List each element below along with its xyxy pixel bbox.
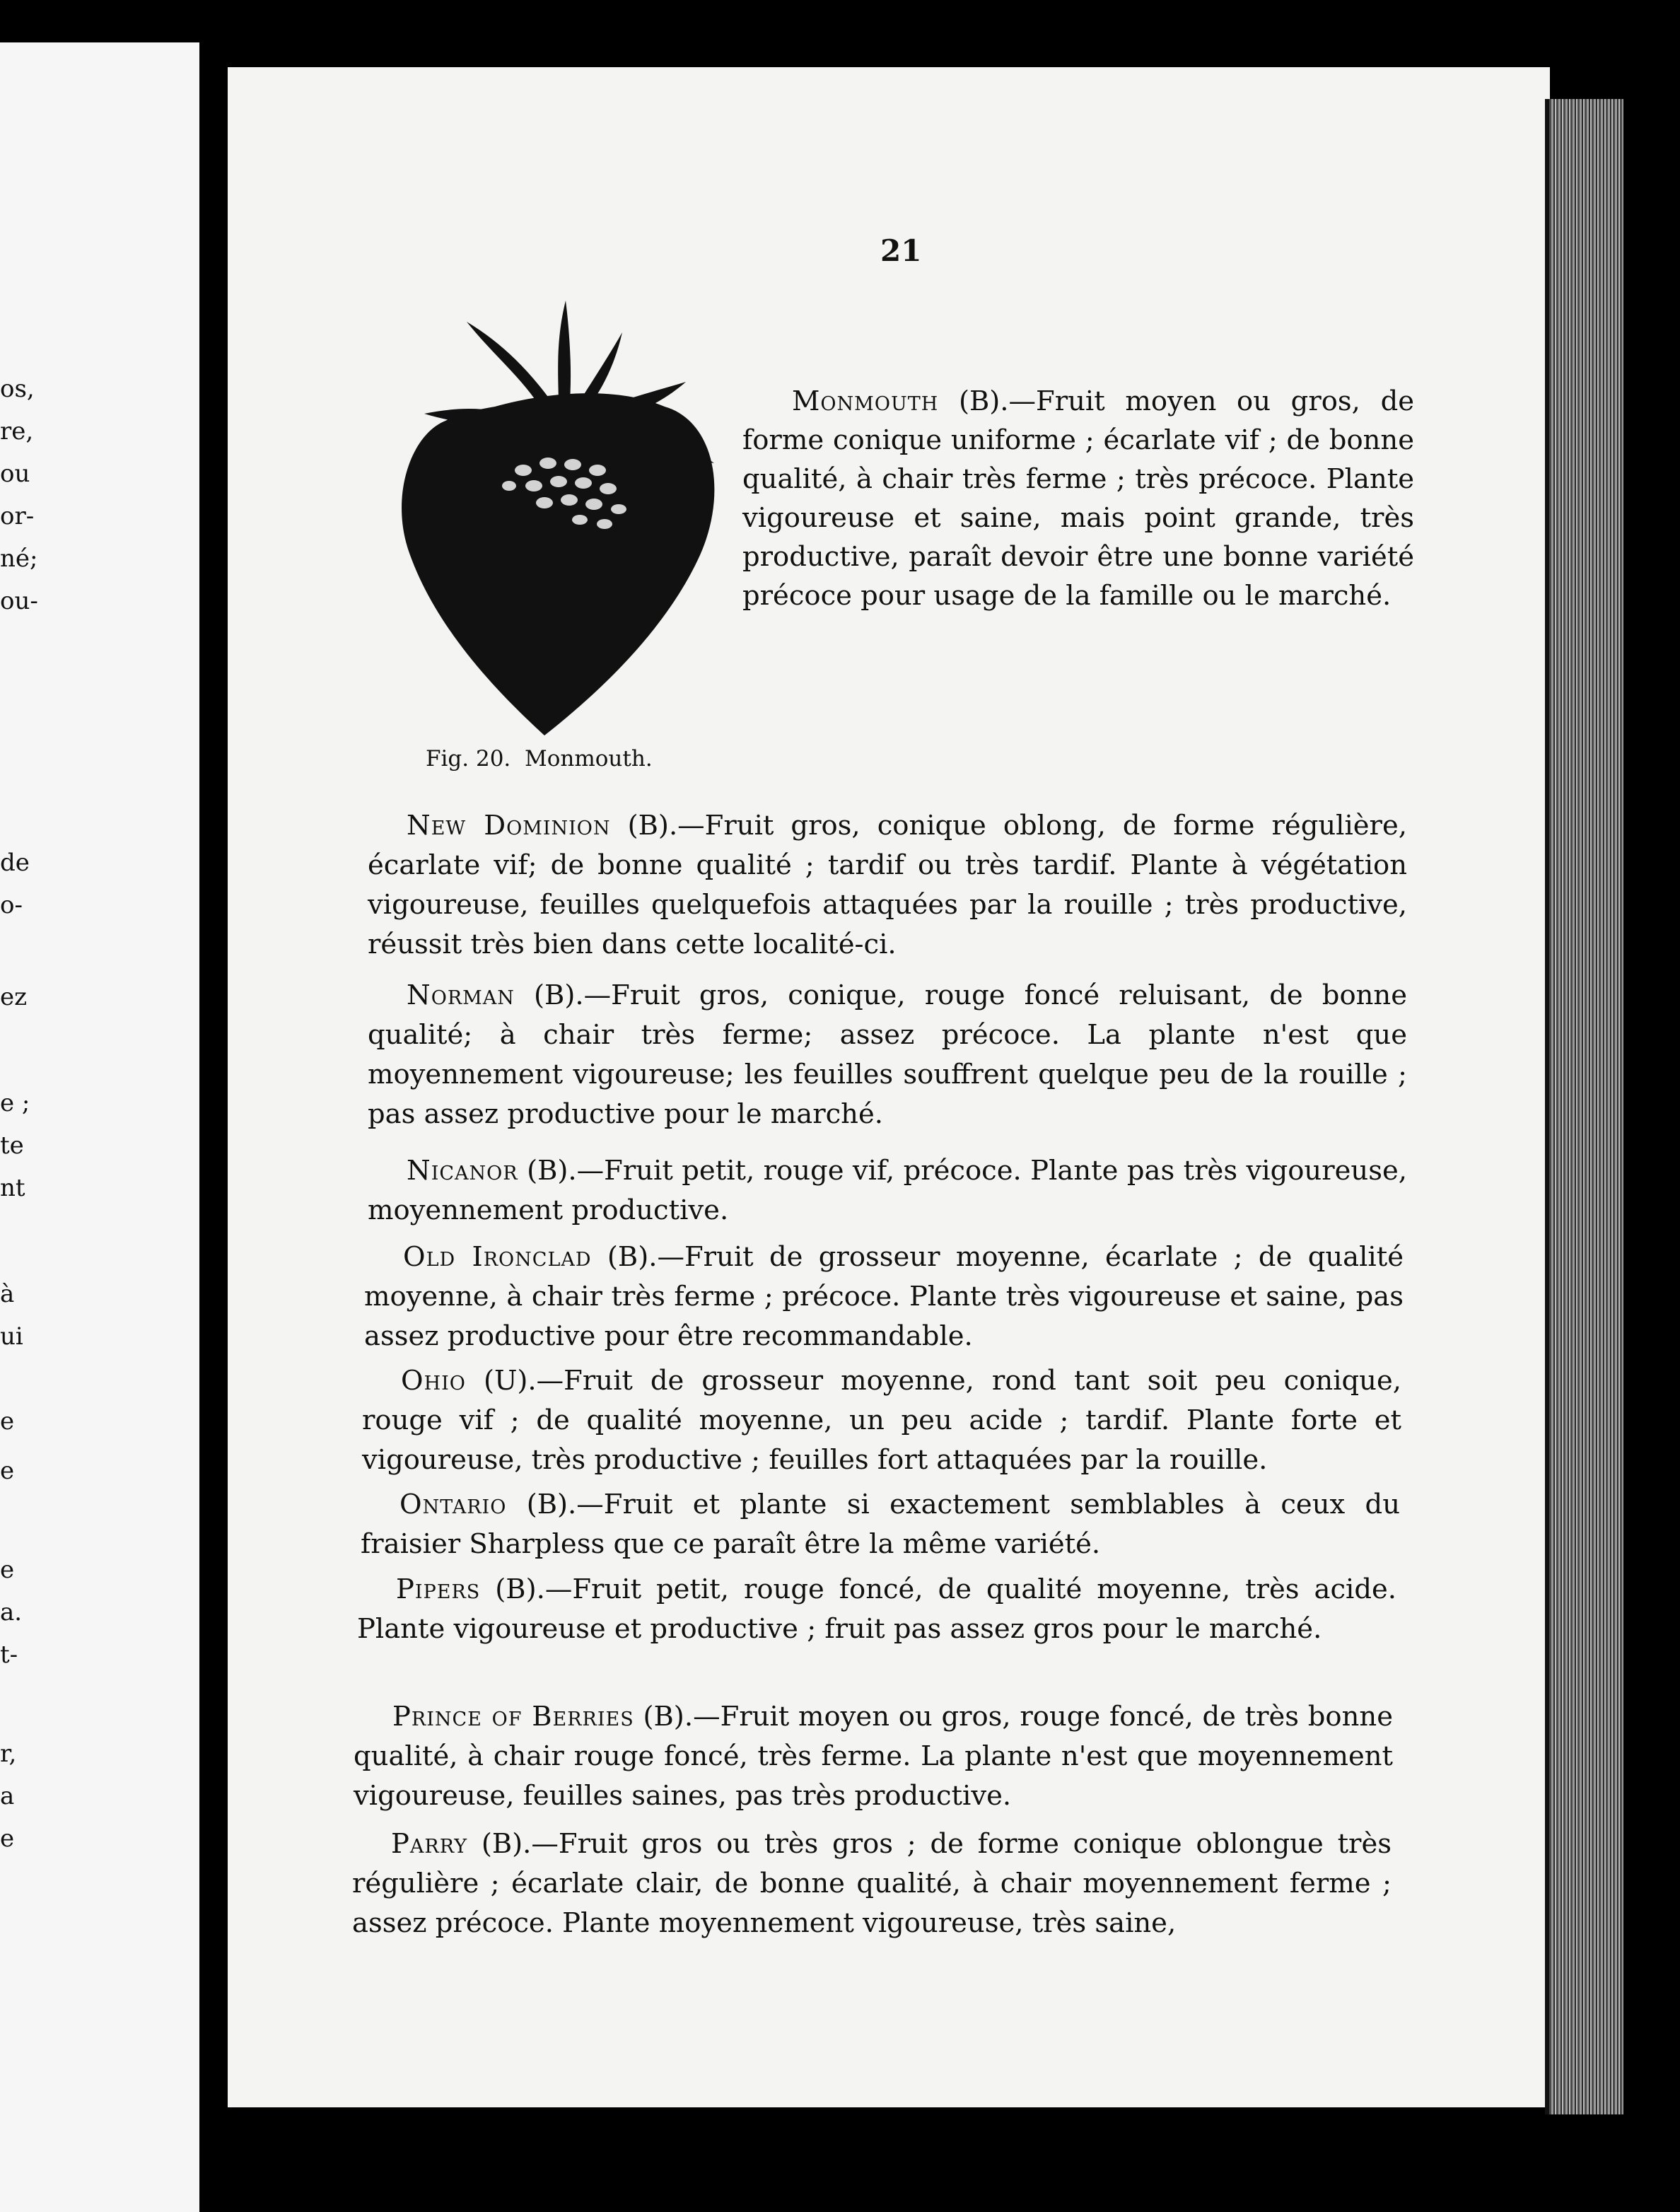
facing-page-fragment: né; <box>0 545 38 573</box>
variety-name: Old Ironclad <box>403 1241 592 1273</box>
variety-description: (U).—Fruit de grosseur moyenne, rond tant soit peu conique, rouge vif ; de qualité moyenne, un peu acide ; tardif. Plante forte et vigoureuse, très productive ; feuilles fort attaquées par la rouille. <box>362 1365 1401 1476</box>
facing-page-fragment: e <box>0 1556 15 1584</box>
variety-description: (B).—Fruit gros ou très gros ; de forme conique oblongue très régulière ; écarlate clair, de bonne qualité, à chair moyennement ferme ; assez précoce. Plante moyennement vigoureuse, très saine, <box>352 1828 1392 1939</box>
facing-page-fragment: re, <box>0 417 34 446</box>
variety-entry <box>352 1824 1392 1943</box>
variety-description: (B).—Fruit moyen ou gros, rouge foncé, de très bonne qualité, à chair rouge foncé, très ferme. La plante n'est que moyennement vigoureuse, feuilles saines, pas très productive. <box>354 1701 1393 1812</box>
facing-page-fragment: or- <box>0 502 35 530</box>
variety-description: (B).—Fruit gros, conique, rouge foncé reluisant, de bonne qualité; à chair très ferme; assez précoce. La plante n'est que moyennement vigoureuse; les feuilles souffrent quelque peu de la rouille ; pas assez productive pour le marché. <box>368 979 1407 1130</box>
facing-page-fragment: ou- <box>0 587 38 615</box>
facing-page-fragment: ui <box>0 1322 23 1351</box>
book-gutter <box>199 0 228 2212</box>
facing-page-fragment: t- <box>0 1641 18 1669</box>
facing-page-fragment: os, <box>0 375 35 403</box>
facing-page-fragment: e <box>0 1824 15 1853</box>
variety-entry <box>361 1485 1400 1564</box>
facing-page-fragment: ez <box>0 983 28 1011</box>
strawberry-illustration <box>382 301 749 746</box>
variety-description: (B).—Fruit moyen ou gros, de forme conique uniforme ; écarlate vif ; de bonne qualité, à chair très ferme ; très précoce. Plante vigoureuse et saine, mais point grande, très productive, paraît devoir être une bonne variété précoce pour usage de la famille ou le marché. <box>742 385 1414 612</box>
facing-page-fragment: nt <box>0 1174 25 1202</box>
variety-name: Norman <box>407 979 515 1011</box>
variety-name: Prince of Berries <box>392 1701 634 1733</box>
variety-entry <box>368 806 1407 965</box>
variety-name: Monmouth <box>792 385 939 417</box>
facing-page-fragment: e ; <box>0 1089 30 1117</box>
variety-name: Ontario <box>399 1489 507 1520</box>
variety-description: (B).—Fruit petit, rouge foncé, de qualité moyenne, très acide. Plante vigoureuse et productive ; fruit pas assez gros pour le marché. <box>357 1573 1396 1645</box>
variety-name: Ohio <box>401 1365 466 1397</box>
facing-page-fragment: à <box>0 1280 15 1308</box>
facing-page-fragment: r, <box>0 1740 17 1768</box>
variety-description: (B).—Fruit de grosseur moyenne, écarlate ; de qualité moyenne, à chair très ferme ; précoce. Plante très vigoureuse et saine, pas assez productive pour être recommandable. <box>364 1241 1404 1352</box>
variety-name: Pipers <box>396 1573 481 1605</box>
facing-page-fragment: a <box>0 1782 15 1810</box>
variety-entry <box>354 1697 1393 1816</box>
variety-description: (B).—Fruit et plante si exactement semblables à ceux du fraisier Sharpless que ce paraît être la même variété. <box>361 1489 1400 1560</box>
figure-caption <box>426 746 653 772</box>
facing-page-fragment: o- <box>0 891 23 919</box>
variety-description: (B).—Fruit gros, conique oblong, de forme régulière, écarlate vif; de bonne qualité ; tardif ou très tardif. Plante à végétation vigoureuse, feuilles quelquefois attaquées par la rouille ; très productive, réussit très bien dans cette localité-ci. <box>368 810 1407 960</box>
variety-entry <box>742 382 1414 615</box>
figure-caption-prefix: Fig. 20. <box>426 746 511 772</box>
facing-page <box>0 42 199 2212</box>
facing-page-fragment: te <box>0 1131 24 1160</box>
variety-entry <box>364 1238 1404 1356</box>
variety-name: Nicanor <box>407 1155 518 1187</box>
variety-description: (B).—Fruit petit, rouge vif, précoce. Plante pas très vigoureuse, moyennement productive. <box>368 1155 1407 1226</box>
variety-name: New Dominion <box>407 810 611 842</box>
variety-entry <box>362 1361 1401 1480</box>
figure-caption-name: Monmouth. <box>525 746 653 772</box>
page-number: 21 <box>880 233 922 268</box>
facing-page-fragment: de <box>0 849 30 877</box>
facing-page-fragment: e <box>0 1407 15 1436</box>
page-edges <box>1545 99 1623 2114</box>
variety-entry <box>368 976 1407 1134</box>
variety-entry <box>357 1570 1396 1649</box>
variety-name: Parry <box>391 1828 468 1860</box>
variety-entry <box>368 1151 1407 1230</box>
facing-page-fragment: ou <box>0 460 30 488</box>
facing-page-fragment: e <box>0 1457 15 1485</box>
facing-page-fragment: a. <box>0 1598 23 1626</box>
